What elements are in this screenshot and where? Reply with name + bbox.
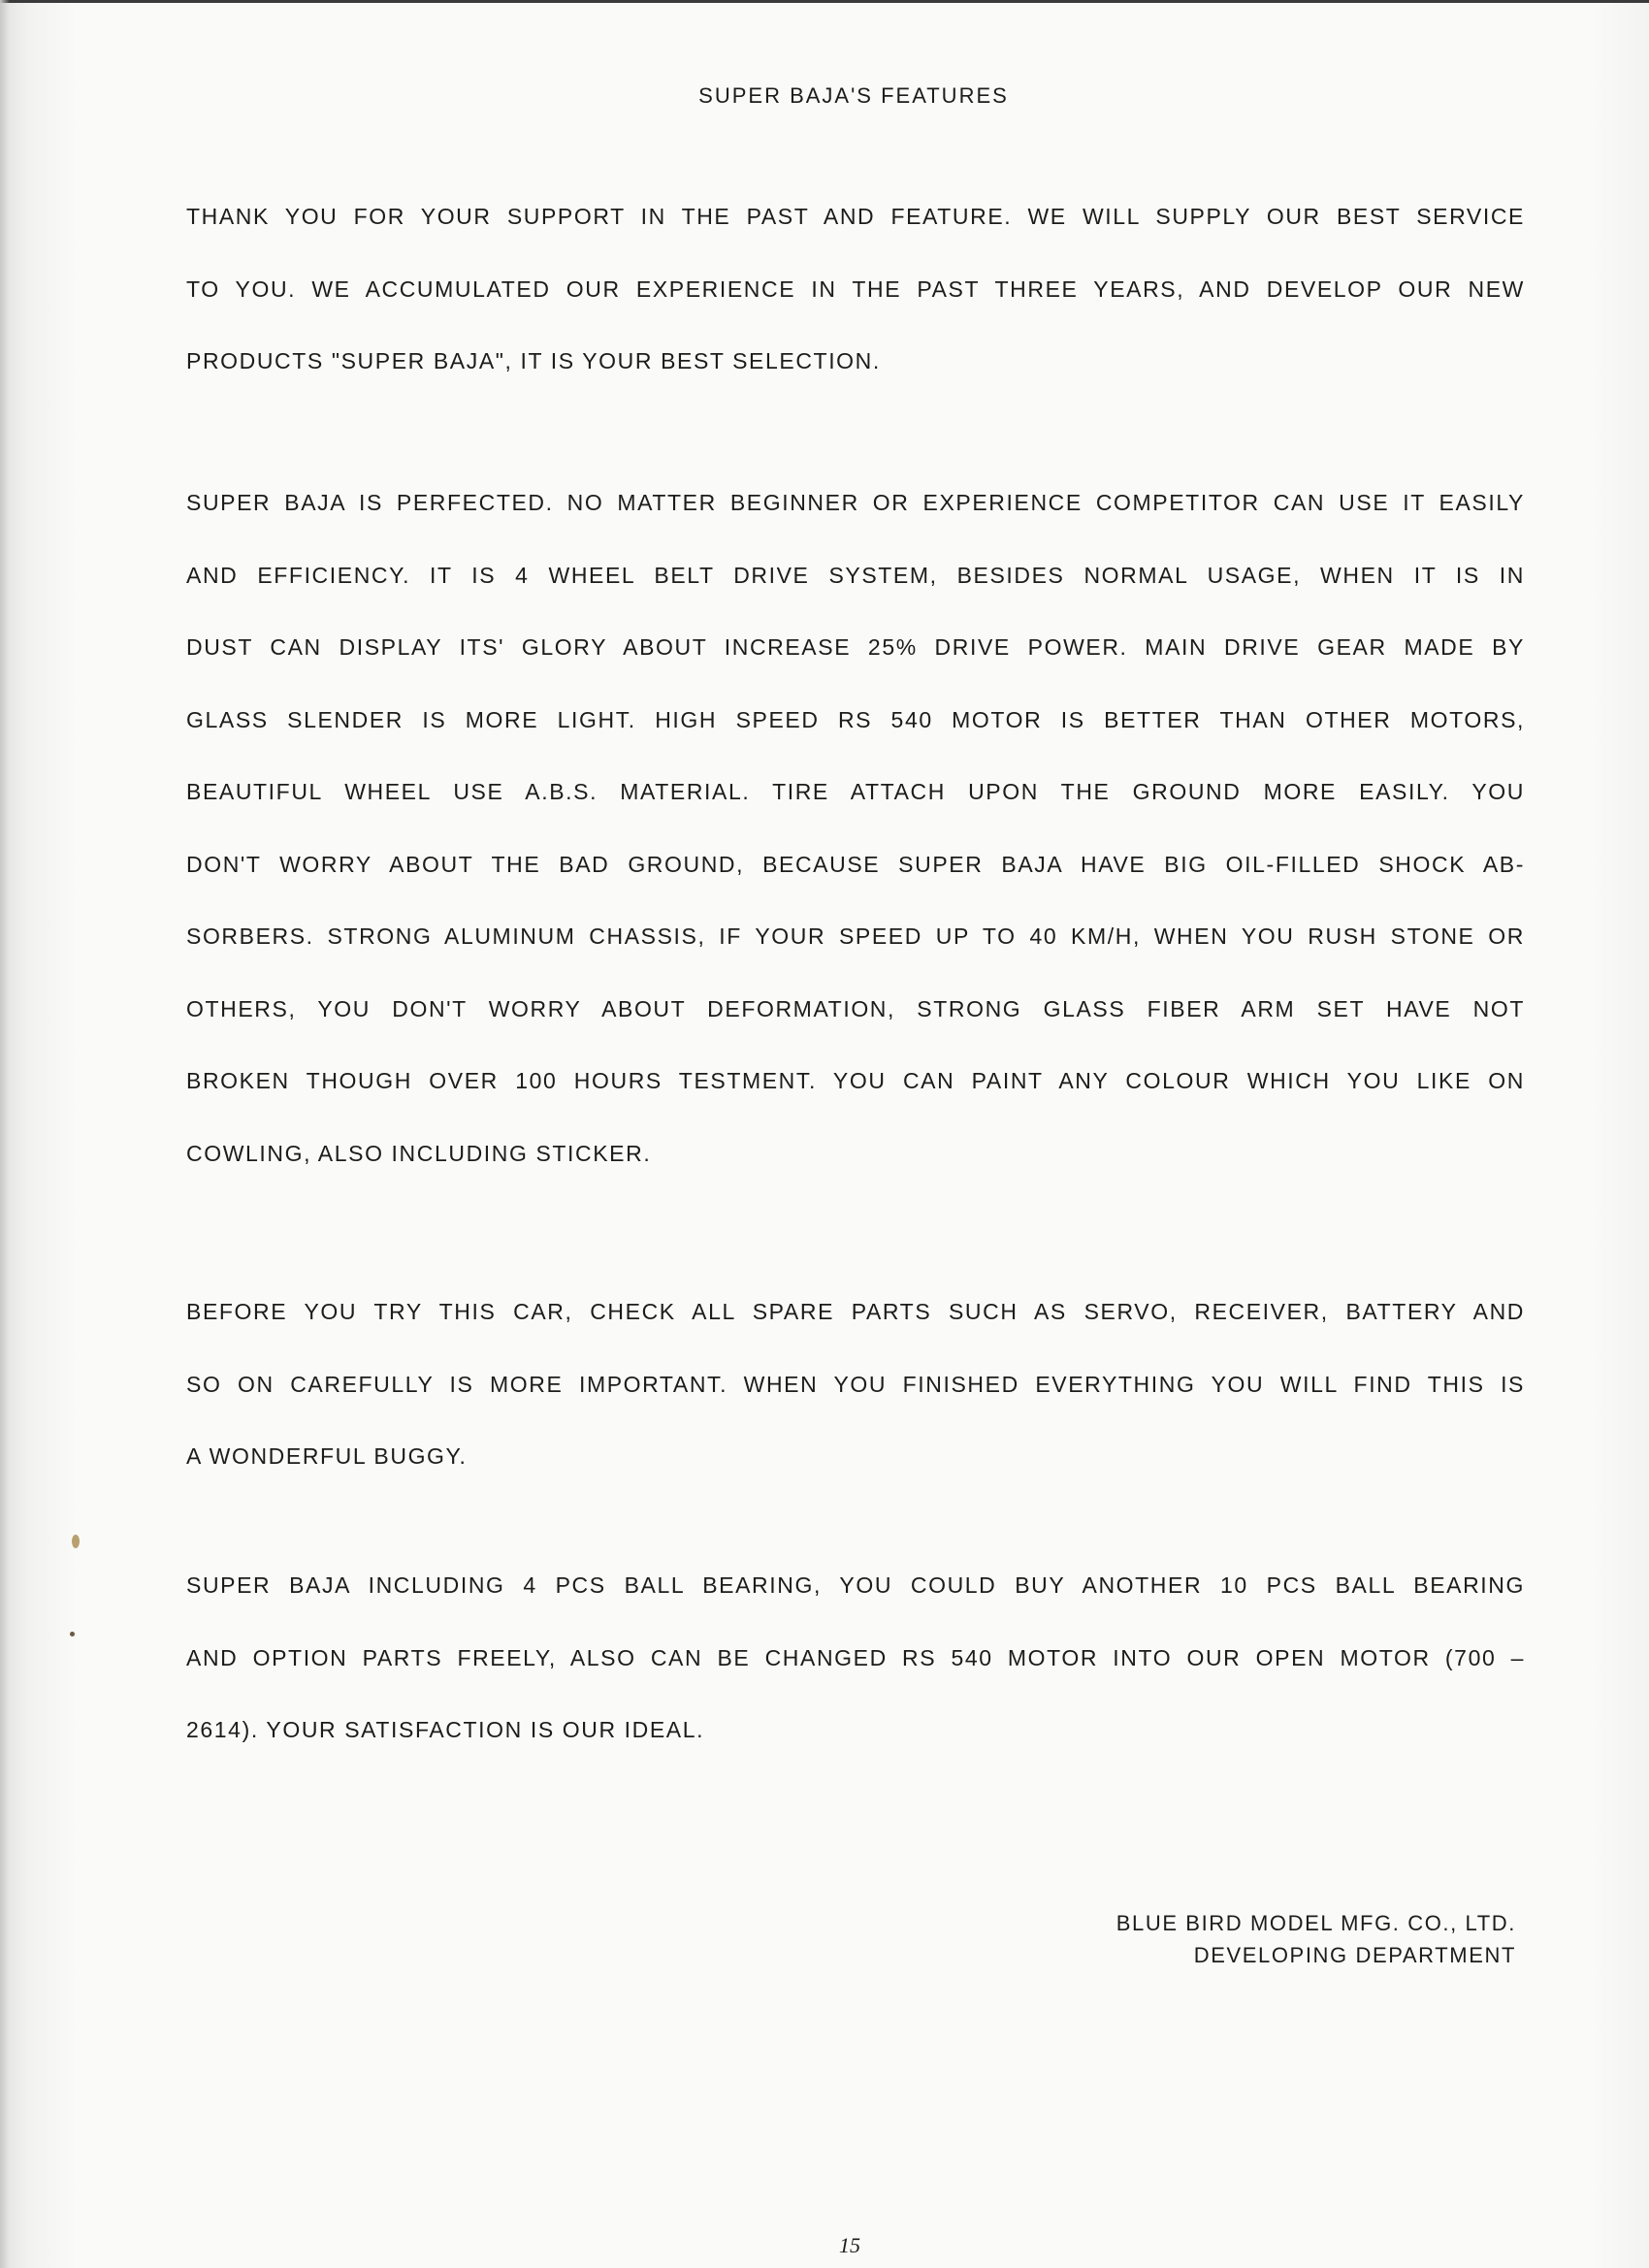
paragraph-line: DUST CAN DISPLAY ITS' GLORY ABOUT INCREASE 25% DRIVE POWER. MAIN DRIVE GEAR MADE BY [186, 634, 1525, 660]
paragraph-line: BEAUTIFUL WHEEL USE A.B.S. MATERIAL. TIRE ATTACH UPON THE GROUND MORE EASILY. YOU [186, 779, 1525, 804]
paragraph-line: SUPER BAJA INCLUDING 4 PCS BALL BEARING, YOU COULD BUY ANOTHER 10 PCS BALL BEARING [186, 1572, 1525, 1598]
paragraph-line: COWLING, ALSO INCLUDING STICKER. [186, 1140, 652, 1166]
paragraph-line: BEFORE YOU TRY THIS CAR, CHECK ALL SPARE PARTS SUCH AS SERVO, RECEIVER, BATTERY AND [186, 1299, 1525, 1324]
page-top-edge [0, 0, 1649, 3]
paragraph-line: GLASS SLENDER IS MORE LIGHT. HIGH SPEED RS 540 MOTOR IS BETTER THAN OTHER MOTORS, [186, 706, 1525, 732]
paragraph-line: BROKEN THOUGH OVER 100 HOURS TESTMENT. YOU CAN PAINT ANY COLOUR WHICH YOU LIKE ON [186, 1068, 1525, 1093]
paragraph-before-you-try [186, 1276, 1525, 1493]
signature-block [1116, 1907, 1516, 1971]
paper-stain [72, 1535, 80, 1548]
binding-shadow [0, 0, 10, 2268]
signature-company: BLUE BIRD MODEL MFG. CO., LTD. [1116, 1911, 1516, 1935]
paragraph-line: 2614). YOUR SATISFACTION IS OUR IDEAL. [186, 1717, 705, 1742]
paragraph-line: SO ON CAREFULLY IS MORE IMPORTANT. WHEN YOU FINISHED EVERYTHING YOU WILL FIND THIS IS [186, 1371, 1525, 1397]
paragraph-line: PRODUCTS "SUPER BAJA", IT IS YOUR BEST SELECTION. [186, 348, 881, 373]
paragraph-line: OTHERS, YOU DON'T WORRY ABOUT DEFORMATION, STRONG GLASS FIBER ARM SET HAVE NOT [186, 995, 1525, 1021]
page-title: SUPER BAJA'S FEATURES [698, 83, 1009, 108]
paper-speck [70, 1632, 75, 1636]
paragraph-line: AND OPTION PARTS FREELY, ALSO CAN BE CHANGED RS 540 MOTOR INTO OUR OPEN MOTOR (700 – [186, 1644, 1525, 1670]
paragraph-line: THANK YOU FOR YOUR SUPPORT IN THE PAST AND FEATURE. WE WILL SUPPLY OUR BEST SERVICE [186, 204, 1525, 229]
paragraph-thank-you [186, 180, 1525, 398]
paragraph-line: SORBERS. STRONG ALUMINUM CHASSIS, IF YOUR SPEED UP TO 40 KM/H, WHEN YOU RUSH STONE OR [186, 923, 1525, 949]
paragraph-line: DON'T WORRY ABOUT THE BAD GROUND, BECAUSE SUPER BAJA HAVE BIG OIL-FILLED SHOCK AB- [186, 851, 1525, 877]
paragraph-line: AND EFFICIENCY. IT IS 4 WHEEL BELT DRIVE SYSTEM, BESIDES NORMAL USAGE, WHEN IT IS IN [186, 562, 1525, 588]
page-number: 15 [839, 2233, 860, 2257]
paragraph-ball-bearing [186, 1549, 1525, 1766]
paragraph-line: A WONDERFUL BUGGY. [186, 1443, 468, 1469]
paragraph-line: SUPER BAJA IS PERFECTED. NO MATTER BEGINNER OR EXPERIENCE COMPETITOR CAN USE IT EASILY [186, 490, 1525, 515]
paragraph-features [186, 467, 1525, 1189]
paragraph-line: TO YOU. WE ACCUMULATED OUR EXPERIENCE IN THE PAST THREE YEARS, AND DEVELOP OUR NEW [186, 275, 1525, 302]
signature-department: DEVELOPING DEPARTMENT [1193, 1943, 1516, 1967]
